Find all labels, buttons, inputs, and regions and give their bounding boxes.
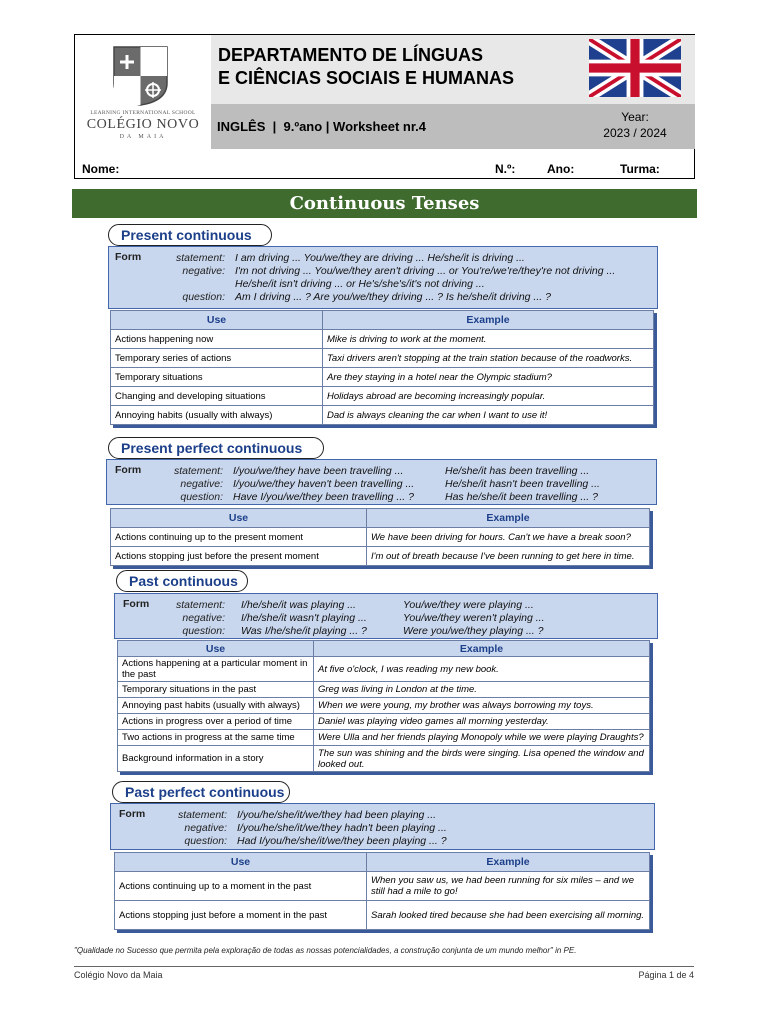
school-city: DA MAIA bbox=[119, 134, 167, 140]
use-table bbox=[117, 640, 650, 772]
use-cell: Two actions in progress at the same time bbox=[118, 730, 314, 746]
use-cell: Actions happening now bbox=[111, 330, 323, 349]
use-header: Use bbox=[111, 311, 323, 330]
use-cell: Annoying habits (usually with always) bbox=[111, 406, 323, 425]
use-cell: Actions continuing up to a moment in the past bbox=[115, 872, 367, 901]
header-box bbox=[74, 34, 695, 179]
example-cell: Sarah looked tired because she had been exercising all morning. bbox=[367, 901, 650, 930]
example-cell: When we were young, my brother was always borrowing my toys. bbox=[314, 698, 650, 714]
example-cell: Daniel was playing video games all morning yesterday. bbox=[314, 714, 650, 730]
example-cell: I'm out of breath because I've been running to get here in time. bbox=[367, 547, 650, 566]
form-value: He/she/it hasn't been travelling ... bbox=[445, 478, 600, 490]
page-title: Continuous Tenses bbox=[72, 189, 697, 218]
example-header: Example bbox=[323, 311, 654, 330]
example-header: Example bbox=[367, 509, 650, 528]
use-cell: Actions continuing up to the present moment bbox=[111, 528, 367, 547]
use-cell: Background information in a story bbox=[118, 746, 314, 772]
form-key: statement: bbox=[175, 599, 225, 611]
school-name: COLÉGIO NOVO bbox=[86, 117, 200, 132]
form-value: You/we/they weren't playing ... bbox=[403, 612, 545, 624]
form-value: Am I driving ... ? Are you/we/they driving ... ? Is he/she/it driving ... ? bbox=[235, 291, 551, 303]
form-key: question: bbox=[180, 491, 223, 503]
example-cell: Dad is always cleaning the car when I want to use it! bbox=[323, 406, 654, 425]
form-key: question: bbox=[182, 625, 225, 637]
form-label: Form bbox=[119, 808, 146, 820]
form-value: I'm not driving ... You/we/they aren't driving ... or You're/we're/they're not driving ... bbox=[235, 265, 616, 277]
example-cell: When you saw us, we had been running for six miles – and we still had a mile to go! bbox=[367, 872, 650, 901]
use-cell: Temporary situations bbox=[111, 368, 323, 387]
use-table bbox=[110, 508, 650, 566]
use-cell: Temporary series of actions bbox=[111, 349, 323, 368]
year-value: 2023 / 2024 bbox=[603, 126, 667, 140]
table-row bbox=[111, 406, 654, 425]
department-title-line1: DEPARTAMENTO DE LÍNGUAS bbox=[218, 45, 484, 65]
form-value: Had I/you/he/she/it/we/they been playing ... ? bbox=[237, 835, 447, 847]
page-number: Página 1 de 4 bbox=[638, 970, 694, 980]
form-value: Has he/she/it been travelling ... ? bbox=[445, 491, 598, 503]
form-value: I/you/he/she/it/we/they had been playing ... bbox=[237, 809, 437, 821]
form-key: negative: bbox=[182, 265, 225, 277]
use-cell: Actions happening at a particular moment in the past bbox=[118, 657, 314, 682]
form-value: I/you/he/she/it/we/they hadn't been playing ... bbox=[237, 822, 447, 834]
form-value: You/we/they were playing ... bbox=[403, 599, 534, 611]
use-cell: Changing and developing situations bbox=[111, 387, 323, 406]
form-value: Have I/you/we/they been travelling ... ? bbox=[233, 491, 414, 503]
table-row bbox=[118, 682, 650, 698]
class-field-label: Turma: bbox=[620, 162, 660, 176]
form-key: question: bbox=[184, 835, 227, 847]
example-header: Example bbox=[314, 641, 650, 657]
year-label: Year: bbox=[621, 110, 649, 124]
school-tagline: LEARNING INTERNATIONAL SCHOOL bbox=[90, 110, 196, 116]
example-cell: We have been driving for hours. Can't we have a break soon? bbox=[367, 528, 650, 547]
example-cell: Holidays abroad are becoming increasingly popular. bbox=[323, 387, 654, 406]
example-cell: At five o'clock, I was reading my new book. bbox=[314, 657, 650, 682]
example-cell: Greg was living in London at the time. bbox=[314, 682, 650, 698]
form-label: Form bbox=[123, 598, 150, 610]
number-field-label: N.º: bbox=[495, 162, 516, 176]
table-row bbox=[115, 872, 650, 901]
department-title-line2: E CIÊNCIAS SOCIAIS E HUMANAS bbox=[218, 68, 515, 88]
use-cell: Actions stopping just before the present moment bbox=[111, 547, 367, 566]
example-cell: Are they staying in a hotel near the Olympic stadium? bbox=[323, 368, 654, 387]
table-row bbox=[111, 547, 650, 566]
name-field-label: Nome: bbox=[82, 162, 120, 176]
form-key: statement: bbox=[173, 465, 223, 477]
form-box bbox=[114, 593, 658, 639]
footer-divider bbox=[74, 966, 694, 967]
example-cell: The sun was shining and the birds were singing. Lisa opened the window and looked out. bbox=[314, 746, 650, 772]
use-cell: Actions stopping just before a moment in the past bbox=[115, 901, 367, 930]
use-header: Use bbox=[118, 641, 314, 657]
subject-line: INGLÊS | 9.ºano | Worksheet nr.4 bbox=[217, 119, 427, 134]
form-value: Was I/he/she/it playing ... ? bbox=[241, 625, 367, 637]
form-value: I/he/she/it wasn't playing ... bbox=[241, 612, 367, 624]
table-row bbox=[118, 730, 650, 746]
table-row bbox=[115, 901, 650, 930]
use-table bbox=[110, 310, 654, 425]
table-row bbox=[118, 714, 650, 730]
form-key: negative: bbox=[182, 612, 225, 624]
table-row bbox=[111, 330, 654, 349]
example-cell: Mike is driving to work at the moment. bbox=[323, 330, 654, 349]
table-row bbox=[118, 698, 650, 714]
form-box bbox=[106, 459, 657, 505]
use-header: Use bbox=[111, 509, 367, 528]
form-key: negative: bbox=[184, 822, 227, 834]
table-row bbox=[111, 528, 650, 547]
form-key: question: bbox=[182, 291, 225, 303]
form-box bbox=[110, 803, 655, 850]
footer-school: Colégio Novo da Maia bbox=[74, 970, 163, 980]
table-row bbox=[111, 387, 654, 406]
example-cell: Were Ulla and her friends playing Monopoly while we were playing Draughts? bbox=[314, 730, 650, 746]
school-crest-icon bbox=[112, 45, 169, 107]
form-value: I/you/we/they have been travelling ... bbox=[233, 465, 404, 477]
school-logo-cell bbox=[75, 35, 211, 149]
form-key: statement: bbox=[177, 809, 227, 821]
section-heading: Present continuous bbox=[108, 224, 272, 246]
form-key: statement: bbox=[175, 252, 225, 264]
form-value: I am driving ... You/we/they are driving ... He/she/it is driving ... bbox=[235, 252, 525, 264]
form-value: He/she/it isn't driving ... or He's/she's/it's not driving ... bbox=[235, 278, 485, 290]
form-key: negative: bbox=[180, 478, 223, 490]
table-row bbox=[111, 349, 654, 368]
form-label: Form bbox=[115, 464, 142, 476]
example-cell: Taxi drivers aren't stopping at the train station because of the roadworks. bbox=[323, 349, 654, 368]
motto-quote: "Qualidade no Sucesso que permita pela exploração de todas as nossas potencialidades, a construção conjunta de um mundo melhor" in PE. bbox=[74, 946, 577, 955]
form-value: Were you/we/they playing ... ? bbox=[403, 625, 544, 637]
form-value: I/you/we/they haven't been travelling ... bbox=[233, 478, 415, 490]
table-row bbox=[111, 368, 654, 387]
table-row bbox=[118, 657, 650, 682]
use-cell: Actions in progress over a period of time bbox=[118, 714, 314, 730]
form-value: I/he/she/it was playing ... bbox=[241, 599, 356, 611]
form-value: He/she/it has been travelling ... bbox=[445, 465, 590, 477]
table-row bbox=[118, 746, 650, 772]
use-cell: Annoying past habits (usually with always) bbox=[118, 698, 314, 714]
use-header: Use bbox=[115, 853, 367, 872]
use-table bbox=[114, 852, 650, 930]
section-heading: Past continuous bbox=[116, 570, 248, 592]
use-cell: Temporary situations in the past bbox=[118, 682, 314, 698]
example-header: Example bbox=[367, 853, 650, 872]
year-field-label: Ano: bbox=[547, 162, 575, 176]
section-heading: Present perfect continuous bbox=[108, 437, 324, 459]
form-label: Form bbox=[115, 251, 142, 263]
uk-flag-icon bbox=[589, 39, 681, 97]
form-box bbox=[108, 246, 658, 309]
section-heading: Past perfect continuous bbox=[112, 781, 290, 803]
